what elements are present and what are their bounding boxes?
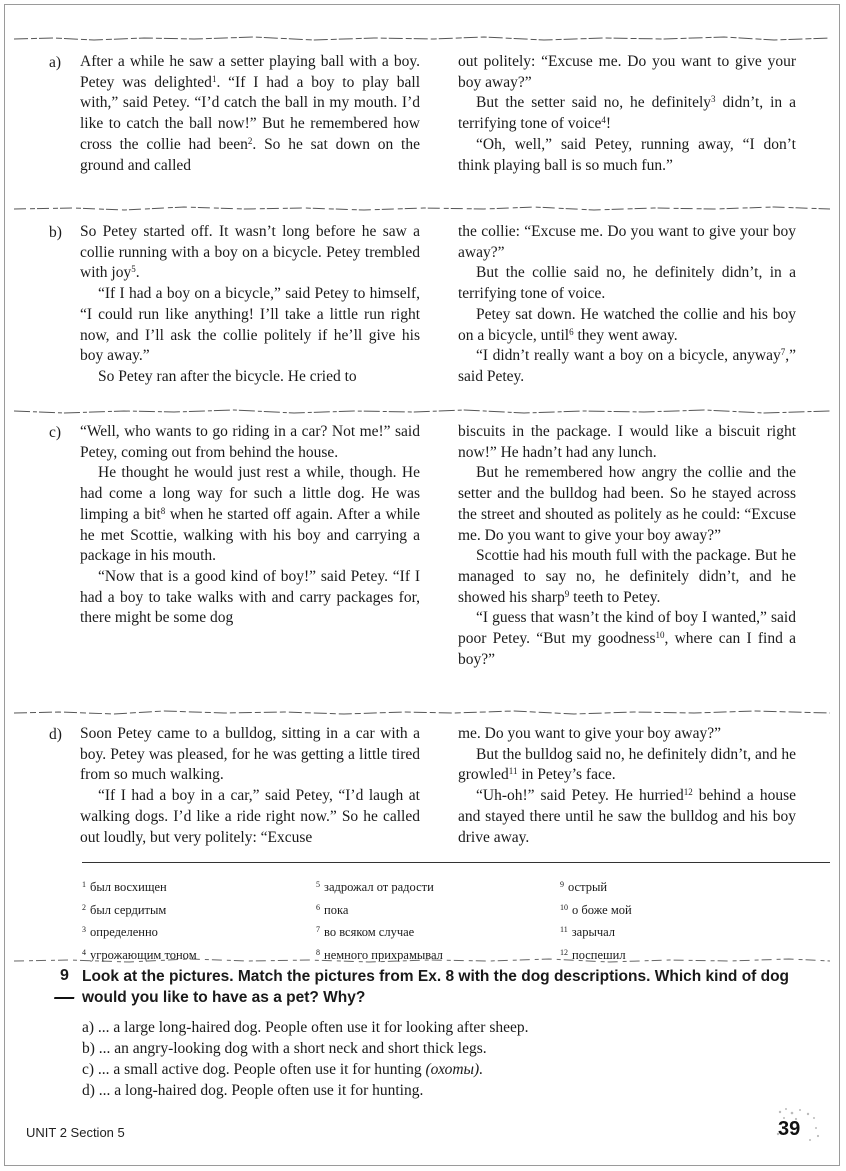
footnote-item: [560, 875, 632, 898]
section-letter: d): [49, 726, 62, 743]
story-paragraph: But the bulldog said no, he definitely didn’t, and he growled$^{11}$ in Petey’s face.: [458, 745, 796, 784]
story-paragraph: “Now that is a good kind of boy!” said Petey. “If I had a boy to take walks with and carry packages for, there might be some dog: [80, 567, 420, 627]
footnote-number: 10: [560, 902, 568, 912]
exercise-instructions: Look at the pictures. Match the pictures from Ex. 8 with the dog descriptions. Which kind of dog would you like to have as a pet? Why?: [82, 968, 790, 1006]
story-paragraph: But the setter said no, he definitely$^3$ didn’t, in a terrifying tone of voice$^4$!: [458, 94, 796, 133]
exercise-items: [82, 1017, 529, 1101]
footnote-item: [316, 875, 443, 898]
section-left-column: [80, 422, 420, 629]
footnote-number: 12: [560, 947, 568, 957]
story-paragraph: out politely: “Excuse me. Do you want to give your boy away?”: [458, 53, 796, 91]
footnote-translation: поспешил: [572, 947, 626, 962]
footnote-item: [316, 943, 443, 966]
footnote-item: [82, 920, 197, 943]
page-number: 39: [778, 1118, 801, 1140]
story-paragraph: So Petey started off. It wasn’t long before he saw a collie running with a boy on a bicycle. Petey trembled with joy$^5$.: [80, 223, 420, 282]
footnote-translation: задрожал от радости: [324, 880, 434, 894]
footnote-translation: зарычал: [571, 925, 616, 939]
footnote-rule: [82, 862, 830, 863]
footnote-number: 4: [82, 947, 86, 957]
story-paragraph: “Oh, well,” said Petey, running away, “I don’t think playing ball is so much fun.”: [458, 135, 796, 174]
footnote-number: 11: [560, 925, 568, 934]
section-left-column: [80, 222, 420, 388]
story-paragraph: biscuits in the package. I would like a biscuit right now!” He hadn’t had any lunch.: [458, 423, 796, 461]
tear-divider-1: [14, 206, 830, 212]
story-paragraph: “I didn’t really want a boy on a bicycle, anyway$^7$,” said Petey.: [458, 347, 796, 385]
exercise-item-c: c) ... a small active dog. People often use it for hunting (охоты).: [82, 1061, 484, 1078]
story-paragraph: Soon Petey came to a bulldog, sitting in a car with a boy. Petey was pleased, for he was getting a little tired from so much walking.: [80, 725, 420, 784]
section-right-column: [458, 52, 796, 176]
story-paragraph: me. Do you want to give your boy away?”: [458, 725, 722, 742]
exercise-item-b: b) ... an angry-looking dog with a short neck and short thick legs.: [82, 1040, 487, 1057]
story-paragraph: After a while he saw a setter playing ball with a boy. Petey was delighted$^1$. “If I had a boy to play ball with,” said Petey. “I’d catch the ball in my mouth. I’d like to catch the ball now!” But he remembered how cross the collie had been$^2$. So he sat down on the ground and called: [80, 53, 420, 174]
footer-unit-label: UNIT 2 Section 5: [26, 1125, 125, 1140]
exercise-number: 9: [60, 967, 69, 984]
footnote-item: [560, 943, 632, 966]
section-right-column: [458, 422, 796, 670]
footnote-translation: во всяком случае: [324, 925, 415, 939]
footnote-translation: был сердитым: [90, 902, 167, 917]
footnote-number: 2: [82, 902, 86, 912]
story-paragraph: the collie: “Excuse me. Do you want to give your boy away?”: [458, 223, 796, 261]
story-paragraph: Petey sat down. He watched the collie and his boy on a bicycle, until$^6$ they went away.: [458, 305, 796, 344]
section-letter: a): [49, 54, 62, 71]
section-right-column: [458, 222, 796, 388]
footnote-number: 6: [316, 902, 320, 912]
footnote-item: [316, 920, 443, 943]
section-letter: b): [49, 224, 62, 241]
story-paragraph: “If I had a boy on a bicycle,” said Petey to himself, “I could run like anything! I’ll take a little run right now, and I’ll ask the collie politely if he’ll give his boy away.”: [80, 285, 420, 365]
footnote-number: 5: [316, 880, 320, 889]
tear-divider-2: [14, 409, 830, 415]
section-letter: c): [49, 424, 62, 441]
story-paragraph: “Well, who wants to go riding in a car? Not me!” said Petey, coming out from behind the house.: [80, 423, 420, 461]
section-left-column: [80, 52, 420, 176]
footnote-translation: определенно: [90, 925, 158, 939]
footnote-item: [82, 943, 197, 966]
footnote-translation: был восхищен: [90, 880, 167, 894]
story-paragraph: He thought he would just rest a while, though. He had come a long way for such a little dog. He was limping a bit$^8$ when he started off again. After a while he met Scottie, walking with his boy and carrying a package in his mouth.: [80, 464, 421, 565]
footnote-column-2: [316, 875, 443, 965]
section-left-column: [80, 724, 420, 848]
footnote-item: [560, 898, 632, 921]
story-paragraph: Scottie had his mouth full with the package. But he managed to say no, he definitely didn’t, and he showed his sharp$^9$ teeth to Petey.: [458, 547, 796, 606]
story-paragraph: “I guess that wasn’t the kind of boy I wanted,” said poor Petey. “But my goodness$^{10}$, where can I find a boy?”: [458, 609, 796, 668]
story-paragraph: “If I had a boy in a car,” said Petey, “I’d laugh at walking dogs. I’d like a ride right now.” So he called out loudly, but very politely: “Excuse: [80, 787, 420, 846]
footnote-number: 3: [82, 925, 86, 934]
footnote-column-3: [560, 875, 632, 965]
footnote-column-1: [82, 875, 197, 965]
footnote-item: [316, 898, 443, 921]
footnote-translation: острый: [568, 880, 608, 894]
footnote-number: 1: [82, 880, 86, 889]
footnote-translation: угрожающим тоном: [90, 947, 197, 962]
story-paragraph: But the collie said no, he definitely didn’t, in a terrifying tone of voice.: [458, 264, 796, 303]
russian-gloss: (охоты).: [425, 1061, 484, 1078]
footnote-number: 7: [316, 925, 320, 934]
footnote-number: 8: [316, 947, 320, 957]
tear-divider-3: [14, 710, 830, 716]
exercise-item-d: d) ... a long-haired dog. People often use it for hunting.: [82, 1082, 424, 1099]
footnote-item: [82, 875, 197, 898]
footnote-number: 9: [560, 880, 564, 889]
footnote-item: [82, 898, 197, 921]
story-paragraph: So Petey ran after the bicycle. He cried to: [98, 367, 357, 385]
tear-divider-top: [14, 36, 830, 42]
story-paragraph: “Uh-oh!” said Petey. He hurried$^{12}$ behind a house and stayed there until he saw the bulldog and his boy drive away.: [458, 787, 796, 846]
exercise-item-a: a) ... a large long-haired dog. People often use it for looking after sheep.: [82, 1019, 529, 1036]
footnote-translation: пока: [324, 902, 349, 917]
footnote-translation: немного прихрамывал: [324, 947, 443, 962]
story-paragraph: But he remembered how angry the collie and the setter and the bulldog had been. So he stayed across the street and shouted as politely as he could: “Excuse me. Do you want to give your boy away?”: [458, 464, 796, 544]
footnote-item: [560, 920, 632, 943]
footnote-translation: о боже мой: [572, 902, 632, 917]
section-right-column: [458, 724, 796, 848]
exercise-number-bracket: [54, 977, 78, 999]
